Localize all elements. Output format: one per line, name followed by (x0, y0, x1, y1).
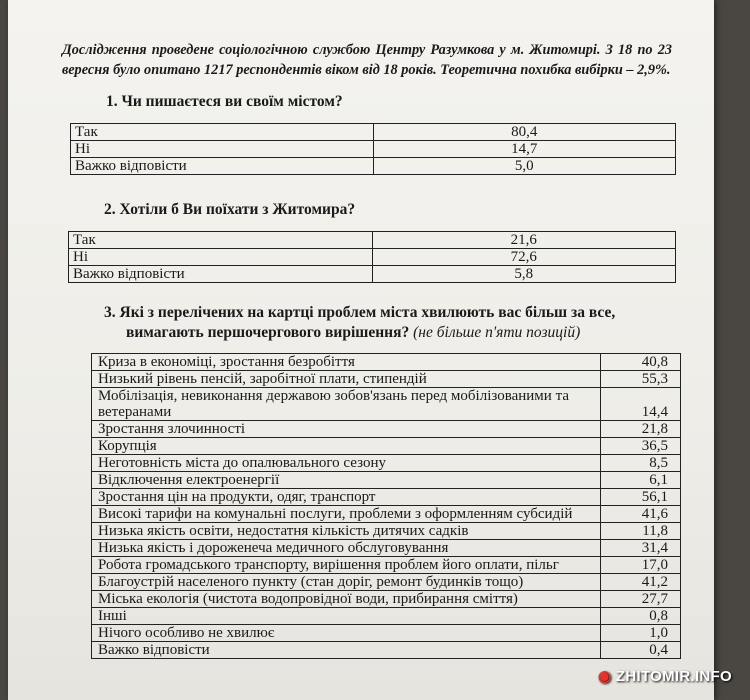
row-value: 41,6 (601, 506, 681, 523)
table-row (92, 438, 681, 455)
row-label: Благоустрій населеного пункту (стан доріг, ремонт будинків тощо) (92, 574, 601, 591)
table-row (92, 523, 681, 540)
table-row (92, 371, 681, 388)
row-value: 1,0 (601, 625, 681, 642)
row-value: 17,0 (601, 557, 681, 574)
row-label: Низька якість освіти, недостатня кількість дитячих садків (92, 523, 601, 540)
row-label: Зростання злочинності (92, 421, 601, 438)
row-value: 8,5 (601, 455, 681, 472)
table-row (92, 557, 681, 574)
watermark-icon: ◉ (598, 668, 612, 685)
row-label: Ні (71, 141, 374, 158)
row-value: 27,7 (601, 591, 681, 608)
row-value: 21,6 (372, 232, 676, 249)
table-row (92, 608, 681, 625)
row-value: 6,1 (601, 472, 681, 489)
table-row (92, 455, 681, 472)
row-label: Так (69, 232, 373, 249)
question-3-title-line1: 3. Які з перелічених на картці проблем міста хвилюють вас більш за все, (104, 304, 616, 321)
row-value: 5,8 (372, 266, 676, 283)
row-value: 72,6 (372, 249, 676, 266)
table-row (71, 141, 676, 158)
row-label: Корупція (92, 438, 601, 455)
row-label: Відключення електроенергії (92, 472, 601, 489)
row-value: 36,5 (601, 438, 681, 455)
question-1-title: 1. Чи пишаєтеся ви своїм містом? (106, 93, 343, 110)
row-label: Робота громадського транспорту, вирішення проблем його оплати, пільг (92, 557, 601, 574)
question-3-note: (не більше п'яти позицій) (413, 324, 581, 341)
row-value: 14,7 (373, 141, 676, 158)
row-value: 41,2 (601, 574, 681, 591)
row-value: 11,8 (601, 523, 681, 540)
row-label: Нічого особливо не хвилює (92, 625, 601, 642)
row-label: Так (71, 124, 374, 141)
table-row (92, 574, 681, 591)
row-value: 14,4 (601, 388, 681, 421)
table-row (69, 249, 676, 266)
row-label: Важко відповісти (71, 158, 374, 175)
question-2-table (68, 231, 676, 283)
table-row (92, 625, 681, 642)
row-value: 56,1 (601, 489, 681, 506)
table-row (69, 232, 676, 249)
row-label: Міська екологія (чистота водопровідної води, прибирання сміття) (92, 591, 601, 608)
question-3-title-line2: вимагають першочергового вирішення? (126, 324, 410, 341)
table-row (92, 591, 681, 608)
question-2-title: 2. Хотіли б Ви поїхати з Житомира? (104, 201, 356, 218)
row-value: 0,4 (601, 642, 681, 659)
table-row (92, 540, 681, 557)
question-3-table (91, 353, 681, 659)
row-label: Зростання цін на продукти, одяг, транспорт (92, 489, 601, 506)
table-row (69, 266, 676, 283)
question-3-title (104, 303, 684, 343)
row-label: Низька якість і дороженеча медичного обслуговування (92, 540, 601, 557)
row-label: Неготовність міста до опалювального сезону (92, 455, 601, 472)
row-value: 5,0 (373, 158, 676, 175)
survey-description: Дослідження проведене соціологічною службою Центру Разумкова у м. Житомирі. З 18 по 23 вересня було опитано 1217 респондентів віком від 18 років. Теоретична похибка вибірки – 2,9%. (62, 42, 672, 78)
row-value: 80,4 (373, 124, 676, 141)
row-label: Мобілізація, невиконання державою зобов'язань перед мобілізованими та ветеранами (92, 388, 601, 421)
table-row (92, 472, 681, 489)
row-label: Низький рівень пенсій, заробітної плати, стипендій (92, 371, 601, 388)
row-label: Криза в економіці, зростання безробіття (92, 354, 601, 371)
row-value: 55,3 (601, 371, 681, 388)
table-row (92, 388, 681, 421)
row-label: Важко відповісти (69, 266, 373, 283)
table-row (92, 354, 681, 371)
table-row (92, 421, 681, 438)
document-page (8, 0, 714, 700)
question-1-table (70, 123, 676, 175)
row-value: 0,8 (601, 608, 681, 625)
table-row (71, 158, 676, 175)
watermark (598, 667, 732, 685)
row-label: Важко відповісти (92, 642, 601, 659)
row-value: 31,4 (601, 540, 681, 557)
row-label: Інші (92, 608, 601, 625)
table-row (92, 506, 681, 523)
table-row (71, 124, 676, 141)
table-row (92, 642, 681, 659)
row-label: Ні (69, 249, 373, 266)
row-value: 21,8 (601, 421, 681, 438)
row-value: 40,8 (601, 354, 681, 371)
row-label: Високі тарифи на комунальні послуги, проблеми з оформленням субсидій (92, 506, 601, 523)
watermark-text: ZHITOMIR.INFO (615, 668, 732, 685)
table-row (92, 489, 681, 506)
